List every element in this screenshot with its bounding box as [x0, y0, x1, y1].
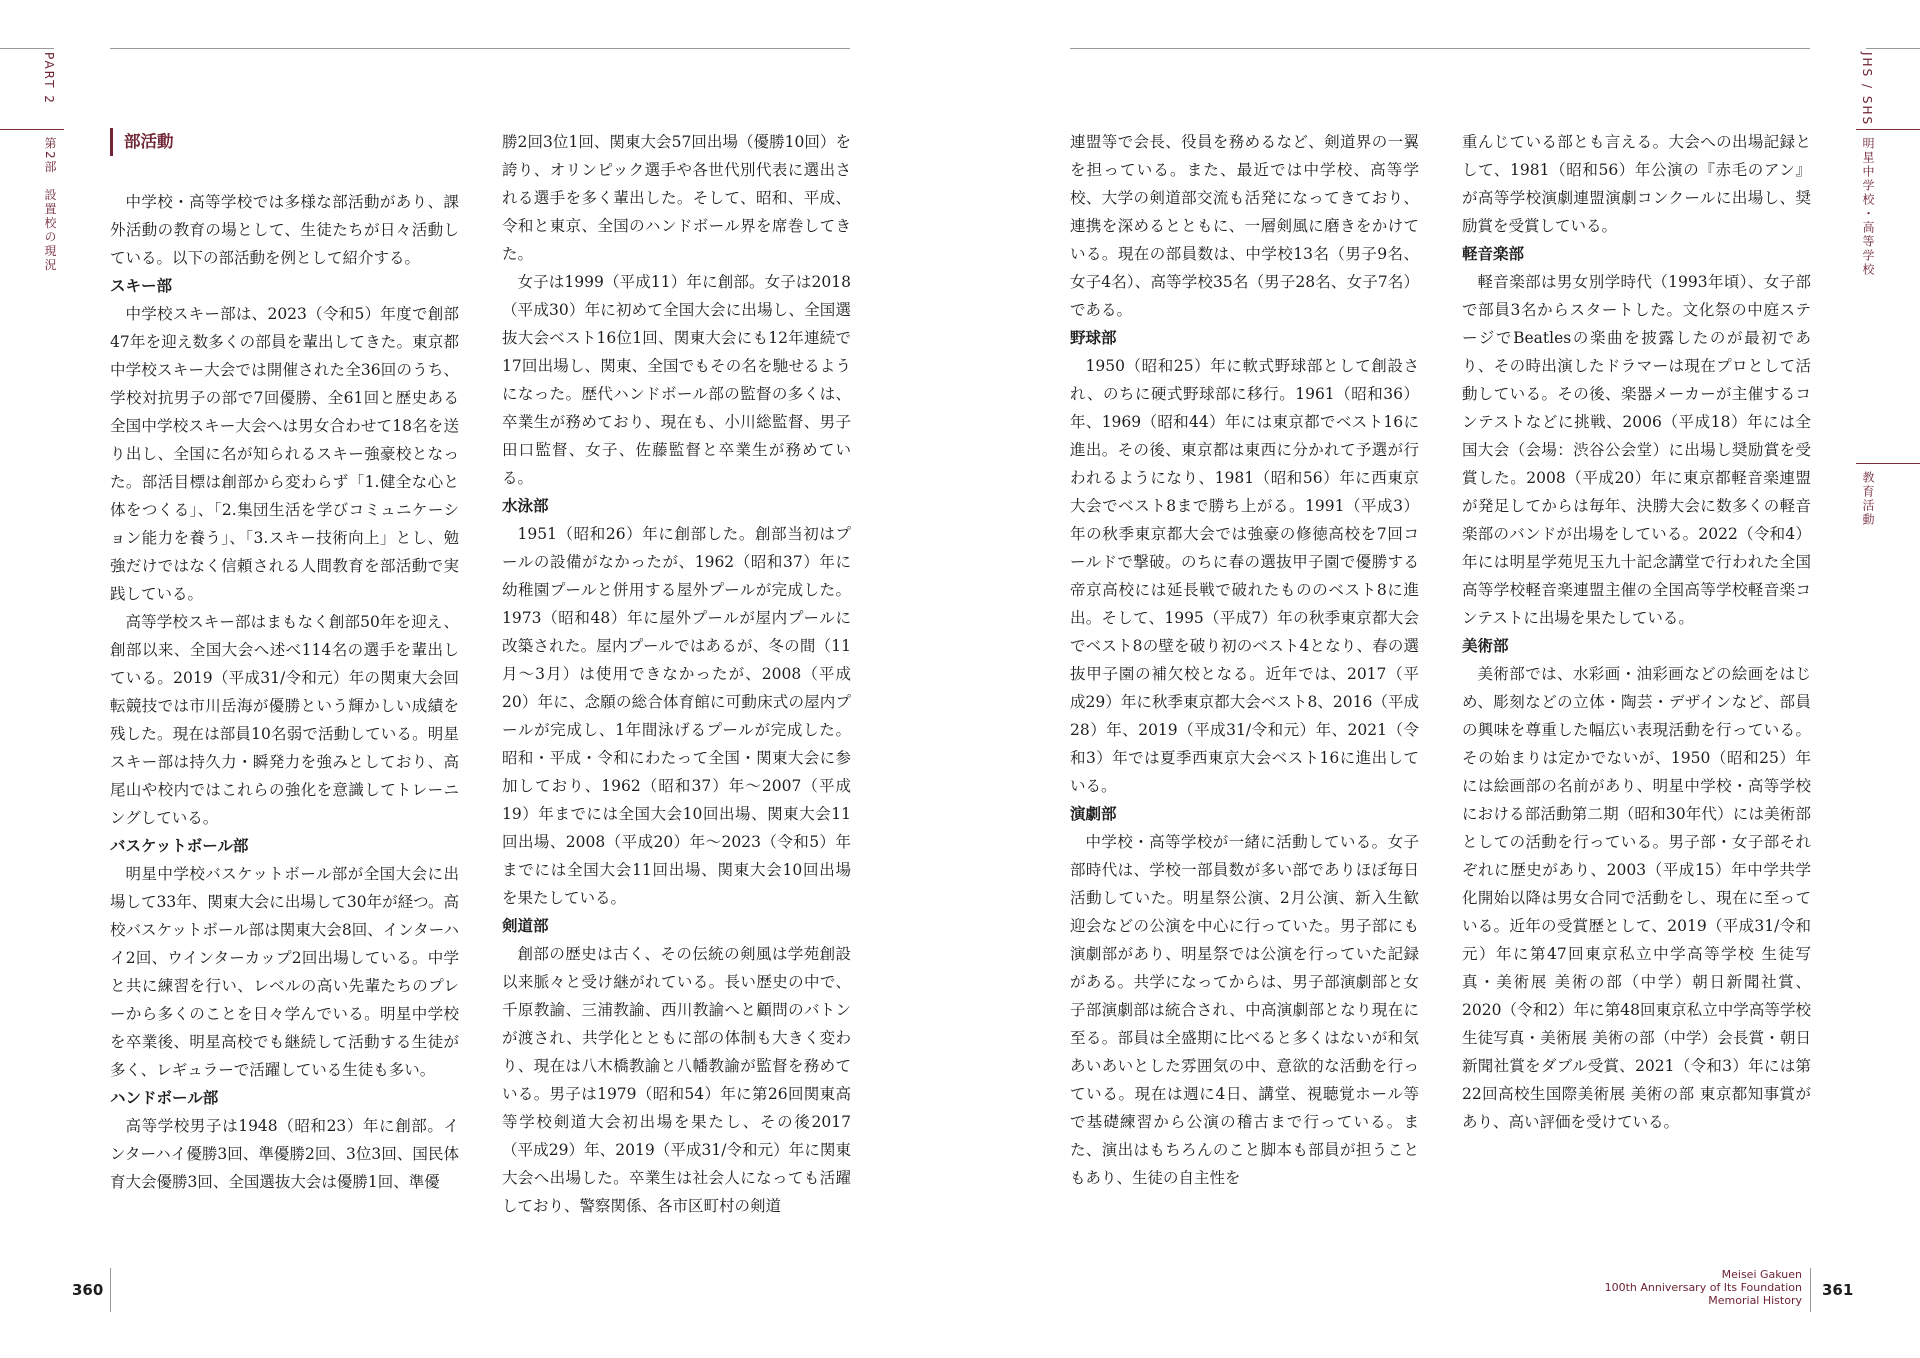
section-title: 部活動: [110, 128, 459, 156]
club-heading: 剣道部: [502, 917, 549, 935]
club-heading: ハンドボール部: [110, 1089, 219, 1107]
footer-divider-left: [110, 1268, 111, 1312]
footer-english-line-3: Memorial History: [1708, 1294, 1802, 1307]
paragraph: 高等学校スキー部はまもなく創部50年を迎え、創部以来、全国大会へ述べ114名の選手を輩出している。2019（平成31/令和元）年の関東大会回転競技では市川岳海が優勝という輝かしい成績を残した。現在は部員10名弱で活動している。明星スキー部は持久力・瞬発力を強みとしており、高尾山や校内ではこれらの強化を意識してトレーニングしている。: [110, 613, 459, 827]
top-rule-right: [1866, 48, 1920, 49]
club-heading: 水泳部: [502, 497, 549, 515]
paragraph: 1950（昭和25）年に軟式野球部として創設され、のちに硬式野球部に移行。1961（昭和36）年、1969（昭和44）年には東京都でベスト16に進出。その後、東京都は東西に分かれて予選が行われるようになり、1981（昭和56）年に西東京大会でベスト8まで勝ち上がる。1991（平成3）年の秋季東京都大会では強豪の修徳高校を7回コールドで撃破。のちに春の選抜甲子園で優勝する帝京高校には延長戦で破れたもののベスト8に進出。そして、1995（平成7）年の秋季東京都大会でベスト8の壁を破り初のベスト4となり、春の選抜甲子園の補欠校となる。近年では、2017（平成29）年に秋季東京都大会ベスト8、2016（平成28）年、2019（平成31/令和元）年、2021（令和3）年では夏季西東京大会ベスト16に進出している。: [1070, 357, 1419, 795]
paragraph: 1951（昭和26）年に創部した。創部当初はプールの設備がなかったが、1962（昭和37）年に幼稚園プールと併用する屋外プールが完成した。1973（昭和48）年に屋外プールが屋内プールに改築された。屋内プールではあるが、冬の間（11月～3月）は使用できなかったが、2008（平成20）年に、念願の総合体育館に可動床式の屋内プールが完成し、1年間泳げるプールが完成した。昭和・平成・令和にわたって全国・関東大会に参加しており、1962（昭和37）年～2007（平成19）年までには全国大会10回出場、関東大会11回出場、2008（平成20）年～2023（令和5）年までには全国大会11回出場、関東大会10回出場を果たしている。: [502, 525, 851, 907]
paragraph: 中学校スキー部は、2023（令和5）年度で創部47年を迎え数多くの部員を輩出してきた。東京都中学校スキー大会では開催された全36回のうち、学校対抗男子の部で7回優勝、全61回と歴史ある全国中学校スキー大会へは男女合わせて18名を送り出し、全国に名が知られるスキー強豪校となった。部活目標は創部から変わらず「1.健全な心と体をつくる」、「2.集団生活を学びコミュニケーション能力を養う」、「3.スキー技術向上」とし、勉強だけではなく信頼される人間教育を部活動で実践している。: [110, 305, 459, 603]
paragraph: 美術部では、水彩画・油彩画などの絵画をはじめ、彫刻などの立体・陶芸・デザインなど、部員の興味を尊重した幅広い表現活動を行っている。その始まりは定かでないが、1950（昭和25）年には絵画部の名前があり、明星中学校・高等学校における部活動第二期（昭和30年代）には美術部としての活動を行っている。男子部・女子部それぞれに歴史があり、2003（平成15）年中学共学化開始以降は男女合同で活動をし、現在に至っている。近年の受賞歴として、2019（平成31/令和元）年に第47回東京私立中学高等学校 生徒写真・美術展 美術の部（中学）朝日新聞社賞、2020（令和2）年に第48回東京私立中学高等学校 生徒写真・美術展 美術の部（中学）会長賞・朝日新聞社賞をダブル受賞、2021（令和3）年には第22回高校生国際美術展 美術の部 東京都知事賞があり、高い評価を受けている。: [1462, 665, 1811, 1131]
text-column-1: [110, 128, 459, 1196]
text-column-4: [1462, 128, 1811, 1136]
club-heading: 野球部: [1070, 329, 1117, 347]
footer-english-line-1: Meisei Gakuen: [1721, 1268, 1802, 1281]
page-number-right: 361: [1822, 1281, 1854, 1299]
top-rule-right-page: [1070, 48, 1810, 49]
paragraph: 勝2回3位1回、関東大会57回出場（優勝10回）を誇り、オリンピック選手や各世代別代表に選出される選手を多く輩出した。そして、昭和、平成、令和と東京、全国のハンドボール界を席巻してきた。: [502, 133, 851, 263]
footer-divider-right: [1810, 1268, 1811, 1312]
text-column-2: [502, 128, 851, 1220]
chapter-label: 教育活動: [1861, 471, 1875, 527]
paragraph: 重んじている部とも言える。大会への出場記録として、1981（昭和56）年公演の『赤毛のアン』が高等学校演劇連盟演劇コンクールに出場し、奨励賞を受賞している。: [1462, 133, 1811, 235]
paragraph: 女子は1999（平成11）年に創部。女子は2018（平成30）年に初めて全国大会に出場し、全国選抜大会ベスト16位1回、関東大会にも12年連続で17回出場し、関東、全国でもその名を馳せるようになった。歴代ハンドボール部の監督の多くは、卒業生が務めており、現在も、小川総監督、男子田口監督、女子、佐藤監督と卒業生が務めている。: [502, 273, 851, 487]
paragraph: 連盟等で会長、役員を務めるなど、剣道界の一翼を担っている。また、最近では中学校、高等学校、大学の剣道部交流も活発になってきており、連携を深めるとともに、一層剣風に磨きをかけている。現在の部員数は、中学校13名（男子9名、女子4名）、高等学校35名（男子28名、女子7名）である。: [1070, 133, 1419, 319]
paragraph: 明星中学校バスケットボール部が全国大会に出場して33年、関東大会に出場して30年が経つ。高校バスケットボール部は関東大会8回、インターハイ2回、ウインターカップ2回出場している。中学と共に練習を行い、レベルの高い先輩たちのプレーから多くのことを日々学んでいる。明星中学校を卒業後、明星高校でも継続して活動する生徒が多く、レギュラーで活躍している生徒も多い。: [110, 865, 459, 1079]
club-heading: バスケットボール部: [110, 837, 249, 855]
right-margin-accent-rule-1: [1856, 129, 1920, 130]
text-column-3: [1070, 128, 1419, 1192]
paragraph: 中学校・高等学校が一緒に活動している。女子部時代は、学校一部員数が多い部でありほぼ毎日活動していた。明星祭公演、2月公演、新入生歓迎会などの公演を中心に行っていた。男子部にも演劇部があり、明星祭では公演を行っていた記録がある。共学になってからは、男子部演劇部と女子部演劇部は統合され、中高演劇部となり現在に至る。部員は全盛期に比べると多くはないが和気あいあいとした雰囲気の中、意欲的な活動を行っている。現在は週に4日、講堂、視聴覚ホール等で基礎練習から公演の稽古まで行っている。また、演出はもちろんのこと脚本も部員が担うこともあり、生徒の自主性を: [1070, 833, 1419, 1187]
top-rule-left-page: [110, 48, 850, 49]
page-number-left: 360: [72, 1281, 104, 1299]
paragraph: 創部の歴史は古く、その伝統の剣風は学苑創設以来脈々と受け継がれている。長い歴史の中で、千原教諭、三浦教諭、西川教諭へと顧問のバトンが渡され、共学化とともに部の体制も大きく変わり、現在は八木橋教諭と八幡教諭が監督を務めている。男子は1979（昭和54）年に第26回関東高等学校剣道大会初出場を果たし、その後2017（平成29）年、2019（平成31/令和元）年に関東大会へ出場した。卒業生は社会人になっても活躍しており、警察関係、各市区町村の剣道: [502, 945, 851, 1215]
left-margin-accent-rule: [0, 129, 64, 130]
part-label: PART 2: [42, 52, 56, 105]
right-margin-accent-rule-2: [1856, 463, 1920, 464]
paragraph: 軽音楽部は男女別学時代（1993年頃）、女子部で部員3名からスタートした。文化祭の中庭ステージでBeatlesの楽曲を披露したのが最初であり、その時出演したドラマーは現在プロとして活動している。その後、楽器メーカーが主催するコンテストなどに挑戦、2006（平成18）年には全国大会（会場：渋谷公会堂）に出場し奨励賞を受賞した。2008（平成20）年に東京都軽音楽連盟が発足してからは毎年、決勝大会に数多くの軽音楽部のバンドが出場をしている。2022（令和4）年には明星学苑児玉九十記念講堂で行われた全国高等学校軽音楽連盟主催の全国高等学校軽音楽コンテストに出場を果たしている。: [1462, 273, 1811, 627]
top-rule-left: [0, 48, 54, 49]
school-jp-label: 明星中学校・高等学校: [1861, 137, 1875, 277]
club-heading: スキー部: [110, 277, 173, 295]
club-heading: 演劇部: [1070, 805, 1117, 823]
paragraph: 中学校・高等学校では多様な部活動があり、課外活動の教育の場として、生徒たちが日々活動している。以下の部活動を例として紹介する。: [110, 193, 459, 267]
footer-english: [1605, 1268, 1802, 1307]
footer-english-line-2: 100th Anniversary of Its Foundation: [1604, 1281, 1802, 1294]
club-heading: 軽音楽部: [1462, 245, 1525, 263]
club-heading: 美術部: [1462, 637, 1509, 655]
section-label: 第2部 設置校の現況: [43, 137, 57, 273]
school-label: JHS / SHS: [1860, 52, 1874, 127]
paragraph: 高等学校男子は1948（昭和23）年に創部。インターハイ優勝3回、準優勝2回、3位3回、国民体育大会優勝3回、全国選抜大会は優勝1回、準優: [110, 1117, 459, 1191]
